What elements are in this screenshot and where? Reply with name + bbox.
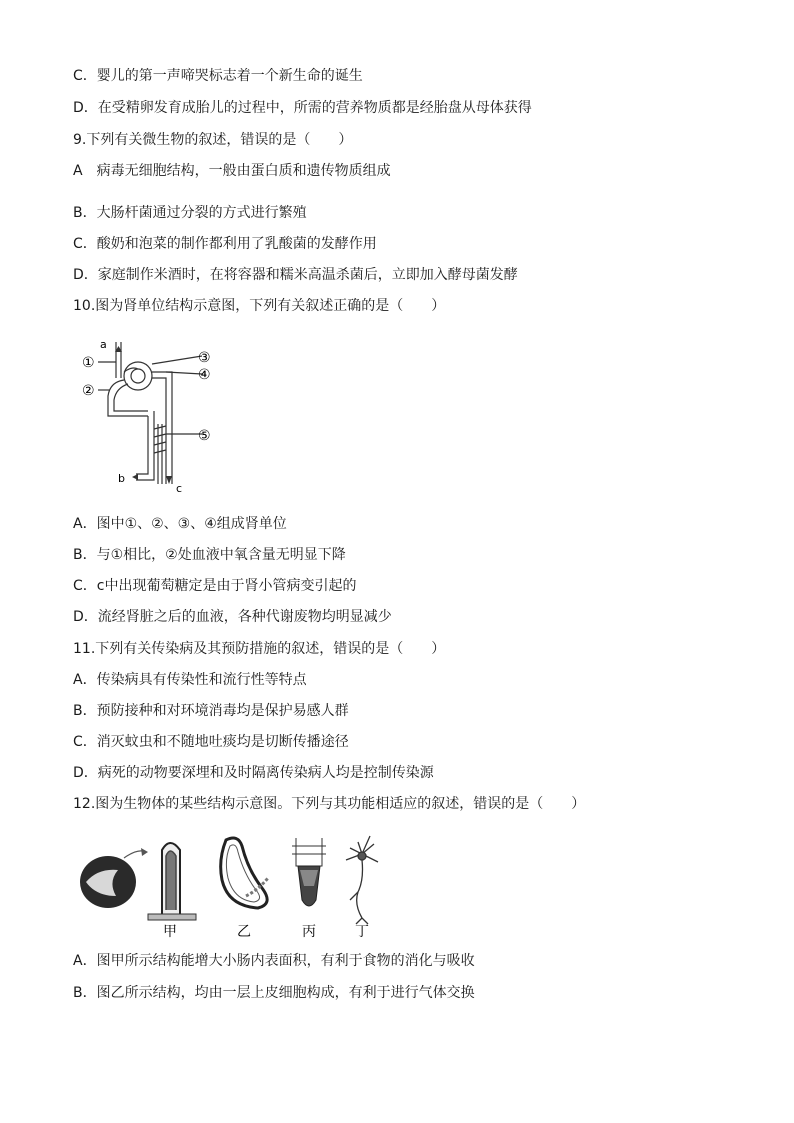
label-b: b — [118, 472, 125, 485]
neuron-figure — [346, 836, 378, 924]
question-11-option-a: A．传染病具有传染性和流行性等特点 — [73, 672, 307, 688]
label-3: ③ — [198, 350, 211, 366]
label-a: a — [100, 338, 107, 351]
question-10-option-c: C．c中出现葡萄糖定是由于肾小管病变引起的 — [73, 578, 357, 594]
question-9-option-a: A 病毒无细胞结构，一般由蛋白质和遗传物质组成 — [73, 163, 391, 179]
label-yi: 乙 — [237, 924, 251, 940]
question-10-option-a: A．图中①、②、③、④组成肾单位 — [73, 516, 287, 532]
question-11-option-d: D．病死的动物要深埋和及时隔离传染病人均是控制传染源 — [73, 765, 434, 781]
root-tip-figure — [292, 838, 326, 906]
villus-figure — [80, 843, 196, 920]
question-10-stem: 10.图为肾单位结构示意图，下列有关叙述正确的是（ ） — [73, 298, 446, 314]
label-jia: 甲 — [163, 924, 177, 940]
label-bing: 丙 — [302, 924, 316, 940]
question-10-option-d: D．流经肾脏之后的血液，各种代谢废物均明显减少 — [73, 609, 392, 625]
label-4: ④ — [198, 367, 211, 383]
question-9-option-c: C．酸奶和泡菜的制作都利用了乳酸菌的发酵作用 — [73, 236, 377, 252]
nephron-diagram — [80, 334, 220, 494]
question-10-option-b: B．与①相比，②处血液中氧含量无明显下降 — [73, 547, 346, 563]
question-9-option-d: D．家庭制作米酒时，在将容器和糯米高温杀菌后，立即加入酵母菌发酵 — [73, 267, 518, 283]
question-12-option-b: B．图乙所示结构，均由一层上皮细胞构成，有利于进行气体交换 — [73, 985, 475, 1001]
question-12-option-a: A．图甲所示结构能增大小肠内表面积，有利于食物的消化与吸收 — [73, 953, 475, 969]
biological-structures-figure — [78, 830, 398, 942]
label-ding: 丁 — [355, 924, 369, 940]
alveolus-figure — [221, 838, 268, 908]
label-c: c — [176, 482, 183, 494]
question-8-option-d: D．在受精卵发育成胎儿的过程中，所需的营养物质都是经胎盘从母体获得 — [73, 100, 532, 116]
question-12-stem: 12.图为生物体的某些结构示意图。下列与其功能相适应的叙述，错误的是（ ） — [73, 796, 586, 812]
question-11-stem: 11.下列有关传染病及其预防措施的叙述，错误的是（ ） — [73, 641, 446, 657]
label-5: ⑤ — [198, 428, 211, 444]
label-1: ① — [82, 355, 95, 371]
question-11-option-b: B．预防接种和对环境消毒均是保护易感人群 — [73, 703, 349, 719]
question-9-stem: 9.下列有关微生物的叙述，错误的是（ ） — [73, 132, 353, 148]
question-9-option-b: B．大肠杆菌通过分裂的方式进行繁殖 — [73, 205, 307, 221]
question-11-option-c: C．消灭蚊虫和不随地吐痰均是切断传播途径 — [73, 734, 349, 750]
label-2: ② — [82, 383, 95, 399]
question-8-option-c: C．婴儿的第一声啼哭标志着一个新生命的诞生 — [73, 68, 363, 84]
